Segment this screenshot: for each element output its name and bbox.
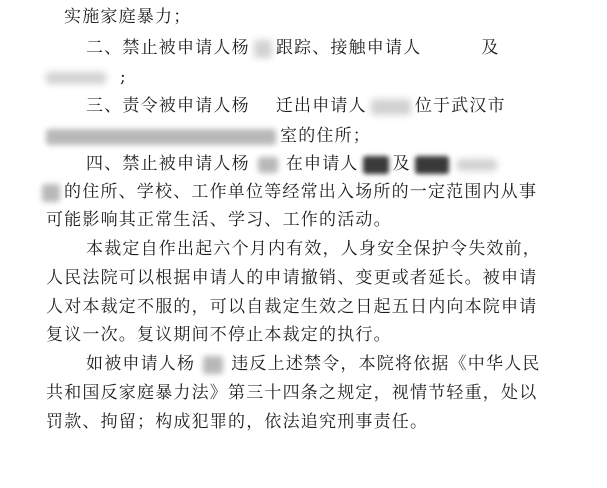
line-3-text: ; [120, 67, 127, 87]
line-6-text-a: 四、禁止被申请人杨 [86, 154, 250, 174]
text-line-14 [46, 382, 537, 404]
redaction-mark [254, 40, 272, 58]
redaction-mark [42, 184, 60, 202]
redaction-mark [363, 156, 389, 174]
line-2-text-b: 跟踪、接触申请人 [275, 38, 422, 58]
line-12-text: 复议一次。复议期间不停止本裁定的执行。 [46, 325, 392, 345]
line-10-text: 人民法院可以根据申请人的申请撤销、变更或者延长。被申请 [46, 268, 538, 288]
line-15-text: 罚款、拘留；构成犯罪的，依法追究刑事责任。 [46, 412, 429, 432]
text-line-2 [86, 37, 500, 59]
line-4-text-b: 迁出申请人 [275, 96, 367, 116]
text-line-1 [64, 6, 191, 28]
line-7-text: 的住所、学校、工作单位等经常出入场所的一定范围内从事 [64, 182, 538, 202]
line-2-text-a: 二、禁止被申请人杨 [86, 38, 250, 58]
line-2-text-c: 及 [481, 38, 500, 58]
line-13-text-a: 如被申请人杨 [86, 354, 196, 374]
line-5-text-b: 室的住所； [280, 126, 371, 146]
text-line-12 [46, 324, 392, 346]
text-line-8 [46, 209, 392, 231]
redaction-mark [457, 159, 497, 171]
line-6-text-c: 及 [392, 154, 411, 174]
text-line-6 [86, 153, 497, 175]
redaction-mark [46, 129, 276, 145]
line-4-text-a: 三、责令被申请人杨 [86, 96, 250, 116]
line-1-text: 实施家庭暴力； [64, 7, 192, 27]
text-line-11 [46, 296, 537, 318]
line-6-text-b: 在申请人 [285, 154, 359, 174]
redaction-mark [371, 99, 411, 115]
redaction-mark [203, 356, 223, 374]
line-8-text: 可能影响其正常生活、学习、工作的活动。 [46, 210, 392, 230]
line-4-text-c: 位于武汉市 [414, 96, 506, 116]
redaction-mark [415, 156, 449, 174]
text-line-10 [46, 267, 537, 289]
text-line-3 [46, 66, 127, 88]
line-14-text: 共和国反家庭暴力法》第三十四条之规定，视情节轻重，处以 [46, 383, 538, 403]
text-line-15 [46, 411, 428, 433]
line-11-text: 人对本裁定不服的，可以自裁定生效之日起五日内向本院申请 [46, 297, 538, 317]
text-line-7 [42, 181, 537, 203]
redaction-mark [46, 72, 106, 84]
redaction-mark [258, 157, 278, 173]
line-9-text: 本裁定自作出起六个月内有效，人身安全保护令失效前， [86, 239, 541, 259]
line-13-text-b: 违反上述禁令，本院将依据《中华人民 [231, 354, 541, 374]
text-line-5 [46, 125, 371, 147]
text-line-9 [86, 238, 541, 260]
text-line-4 [86, 95, 506, 117]
text-line-13 [86, 353, 541, 375]
